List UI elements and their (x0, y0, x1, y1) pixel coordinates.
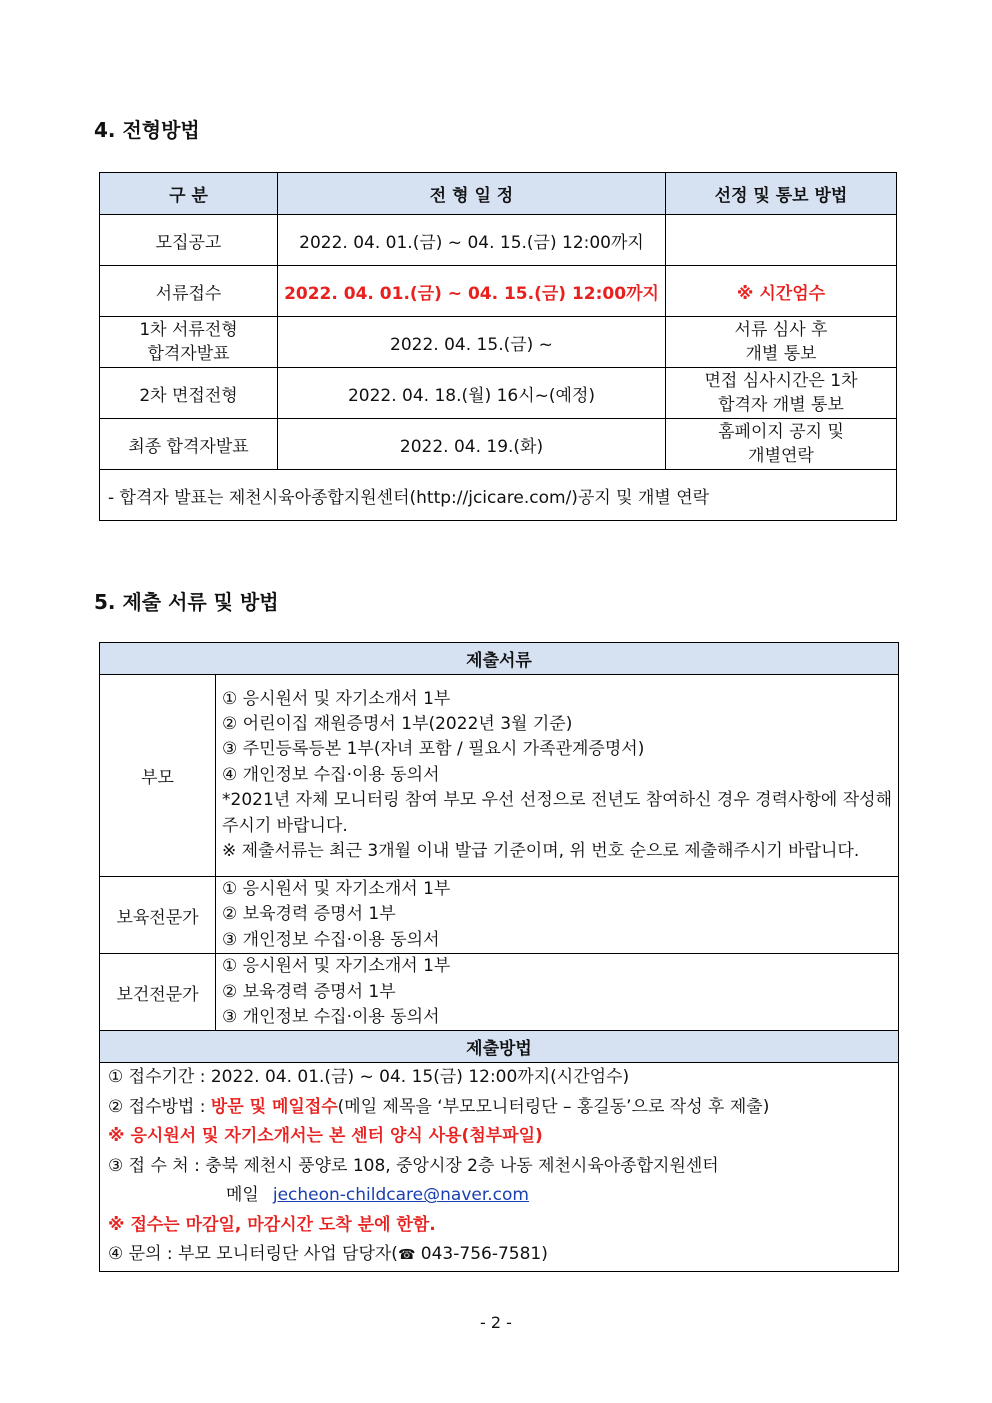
table-row (100, 215, 897, 266)
how-line: ② 접수방법 : 방문 및 메일접수(메일 제목을 ‘부모모니터링단 – 홍길동’으로 작성 후 제출) (108, 1096, 770, 1117)
row-method-line1: 서류 심사 후 (734, 320, 828, 340)
submission-method (100, 1063, 899, 1272)
email-link[interactable]: jecheon-childcare@naver.com (272, 1185, 529, 1206)
page-number: - 2 - (480, 1313, 512, 1332)
list-item: ① 응시원서 및 자기소개서 1부 (222, 956, 451, 977)
row-category: 서류접수 (100, 266, 278, 317)
row-category-line1: 1차 서류전형 (139, 320, 238, 340)
list-item: ③ 개인정보 수집·이용 동의서 (222, 929, 440, 950)
list-item: ③ 개인정보 수집·이용 동의서 (222, 1007, 440, 1028)
form-note: ※ 응시원서 및 자기소개서는 본 센터 양식 사용(첨부파일) (108, 1126, 543, 1147)
list-item: ① 응시원서 및 자기소개서 1부 (222, 688, 451, 709)
address-line: ③ 접 수 처 : 충북 제천시 풍양로 108, 중앙시장 2층 나동 제천시육아종합지원센터 (108, 1155, 719, 1176)
health-expert-documents (216, 954, 899, 1031)
row-schedule: 2022. 04. 15.(금) ~ (278, 317, 666, 368)
row-method (666, 215, 897, 266)
period-line: ① 접수기간 : 2022. 04. 01.(금) ~ 04. 15(금) 12:00까지(시간엄수) (108, 1067, 630, 1088)
row-category: 2차 면접전형 (100, 368, 278, 419)
row-category (100, 317, 278, 368)
table-row (100, 419, 897, 470)
documents-header: 제출서류 (100, 643, 899, 675)
parents-experience-note: *2021년 자체 모니터링 참여 부모 우선 선정으로 전년도 참여하신 경우 경력사항에 작성해 주시기 바랍니다. (222, 790, 893, 836)
row-method-line1: 면접 심사시간은 1차 (704, 371, 858, 391)
method-header: 제출방법 (100, 1031, 899, 1063)
row-schedule: 2022. 04. 01.(금) ~ 04. 15.(금) 12:00까지 (278, 215, 666, 266)
section-4-title: 4. 전형방법 (94, 118, 200, 142)
header-category: 구 분 (100, 173, 278, 215)
row-category: 최종 합격자발표 (100, 419, 278, 470)
row-schedule: 2022. 04. 19.(화) (278, 419, 666, 470)
section-5-title: 5. 제출 서류 및 방법 (94, 590, 279, 614)
list-item: ① 응시원서 및 자기소개서 1부 (222, 879, 451, 899)
table-row (100, 317, 897, 368)
selection-schedule-table (99, 172, 897, 521)
list-item: ④ 개인정보 수집·이용 동의서 (222, 764, 440, 785)
row-category-line2: 합격자발표 (147, 344, 230, 364)
row-schedule: 2022. 04. 01.(금) ~ 04. 15.(금) 12:00까지 (278, 266, 666, 317)
row-method-line2: 합격자 개별 통보 (718, 395, 844, 415)
parents-label: 부모 (100, 675, 216, 877)
mail-label: 메일 (226, 1185, 259, 1206)
list-item: ② 보육경력 증명서 1부 (222, 981, 396, 1002)
parents-issue-note: ※ 제출서류는 최근 3개월 이내 발급 기준이며, 위 번호 순으로 제출해주시기 바랍니다. (222, 841, 860, 862)
row-schedule: 2022. 04. 18.(월) 16시~(예정) (278, 368, 666, 419)
deadline-note: ※ 접수는 마감일, 마감시간 도착 분에 한함. (108, 1214, 436, 1235)
how-emphasis: 방문 및 메일접수 (210, 1096, 338, 1117)
childcare-expert-label: 보육전문가 (100, 877, 216, 954)
header-method: 선정 및 통보 방법 (666, 173, 897, 215)
row-method (666, 419, 897, 470)
header-schedule: 전 형 일 정 (278, 173, 666, 215)
list-item: ③ 주민등록등본 1부(자녀 포함 / 필요시 가족관계증명서) (222, 739, 645, 760)
submission-table (99, 642, 899, 1272)
announcement-note: - 합격자 발표는 제천시육아종합지원센터(http://jcicare.com/)공지 및 개별 연락 (100, 470, 897, 521)
row-method (666, 368, 897, 419)
health-expert-label: 보건전문가 (100, 954, 216, 1031)
row-category: 모집공고 (100, 215, 278, 266)
contact-line: ④ 문의 : 부모 모니터링단 사업 담당자(☎ 043-756-7581) (108, 1244, 548, 1265)
list-item: ② 보육경력 증명서 1부 (222, 904, 396, 925)
table-row (100, 368, 897, 419)
row-method-line2: 개별연락 (748, 446, 814, 466)
phone-icon: ☎ (397, 1247, 416, 1264)
row-method-line1: 홈페이지 공지 및 (718, 422, 844, 442)
childcare-expert-documents (216, 877, 899, 954)
list-item: ② 어린이집 재원증명서 1부(2022년 3월 기준) (222, 713, 573, 734)
parents-documents (216, 675, 899, 877)
row-method (666, 317, 897, 368)
table-row (100, 266, 897, 317)
email-line (108, 1181, 890, 1211)
row-method: ※ 시간엄수 (666, 266, 897, 317)
row-method-line2: 개별 통보 (745, 344, 817, 364)
